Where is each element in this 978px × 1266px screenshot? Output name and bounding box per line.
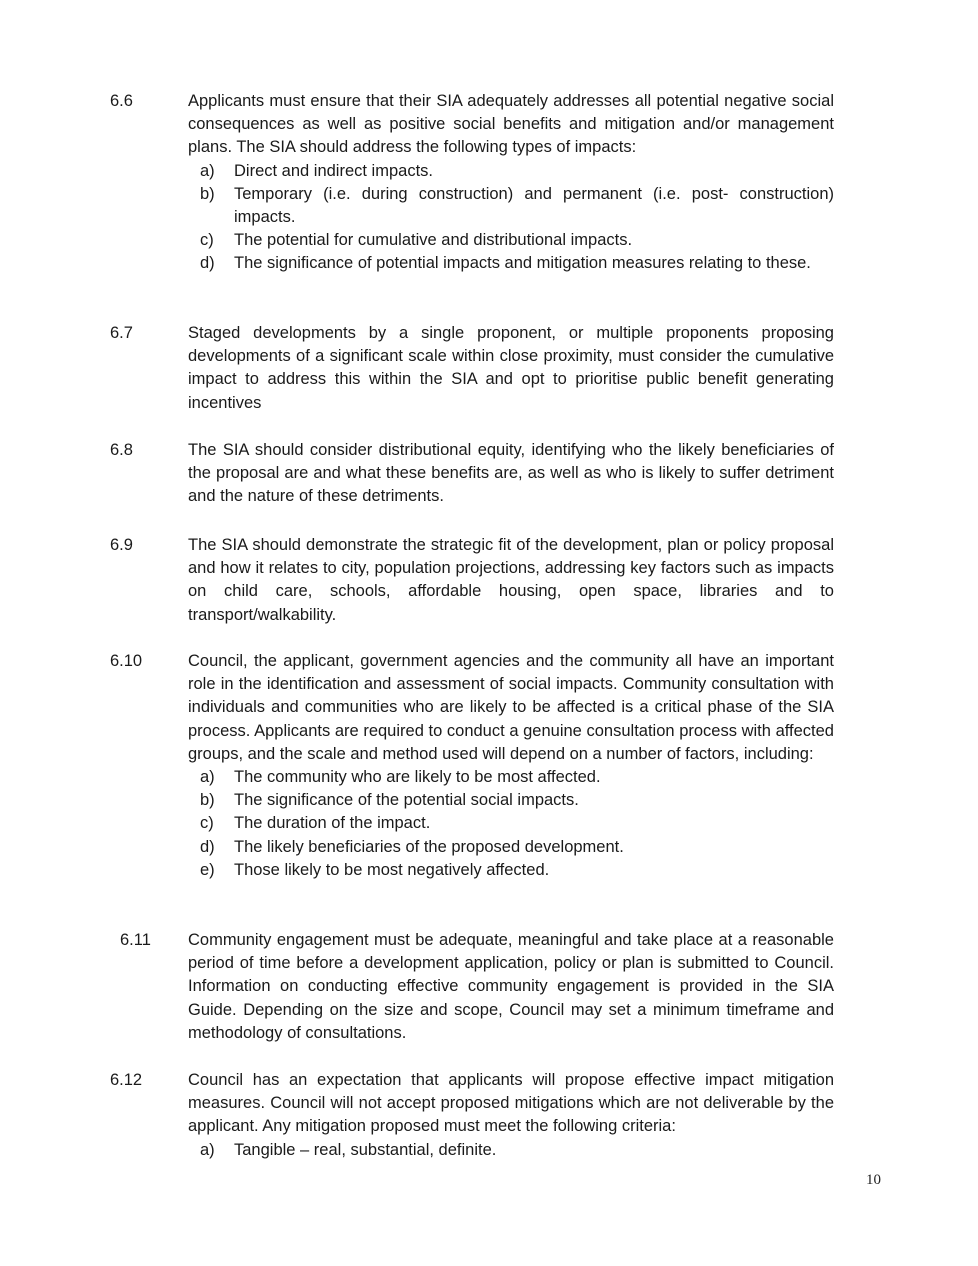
clause-text: Council, the applicant, government agencies and the community all have an important role in the identification and assessment of social impacts. Community consultation with individuals and communities who are likely to be affected is a critical phase of the SIA process. Applicants are required to conduct a genuine consultation process with affected groups, and the scale and method used will depend on a number of factors, including: [188,652,834,763]
list-item-text: Direct and indirect impacts. [234,161,433,180]
list-item-text: Temporary (i.e. during construction) and permanent (i.e. post- construction) impacts. [234,184,834,227]
list-item [188,766,834,789]
clause-body [188,650,834,882]
list-item [188,183,834,229]
list-marker: b) [200,791,215,810]
list-item-text: Tangible – real, substantial, definite. [234,1140,497,1159]
list-marker: a) [200,1140,215,1159]
list-marker: d) [200,837,215,856]
mitigation-criteria-list [188,1139,834,1162]
list-item-text: The community who are likely to be most affected. [234,768,601,787]
clause-text: Council has an expectation that applicants will propose effective impact mitigation measures. Council will not accept proposed mitigations which are not deliverable by the applicant. Any mitigation proposed must meet the following criteria: [188,1071,834,1136]
impact-types-list [188,160,834,276]
list-marker: c) [200,231,214,250]
clause-number: 6.6 [110,92,133,110]
list-item [188,836,834,859]
clause-text: The SIA should consider distributional equity, identifying who the likely beneficiaries of the proposal are and what these benefits are, as well as who is likely to suffer detriment and the nature of these detriments. [188,441,834,506]
page-number: 10 [866,1172,881,1188]
list-marker: a) [200,161,215,180]
list-item [188,229,834,252]
clause-number: 6.10 [110,652,143,670]
list-marker: b) [200,184,215,203]
clause-number: 6.8 [110,441,133,459]
clause-number: 6.7 [110,324,133,342]
clause-text: Staged developments by a single proponent, or multiple proponents proposing developments of a significant scale within close proximity, must consider the cumulative impact to address this within the SIA and opt to prioritise public benefit generating incentives [188,324,834,412]
list-item-text: The likely beneficiaries of the proposed development. [234,837,624,856]
list-marker: a) [200,768,215,787]
clause-text: The SIA should demonstrate the strategic fit of the development, plan or policy proposal and how it relates to city, population projections, addressing key factors such as impacts on child care, schools, affordable housing, open space, libraries and to transport/walkability. [188,536,834,624]
clause-body [188,534,834,627]
list-item-text: The significance of the potential social impacts. [234,791,579,810]
list-marker: e) [200,860,215,879]
list-item [188,1139,834,1162]
clause-number: 6.12 [110,1071,143,1089]
list-item [188,160,834,183]
consultation-factors-list [188,766,834,882]
list-item-text: The significance of potential impacts and mitigation measures relating to these. [234,254,811,273]
list-marker: d) [200,254,215,273]
clause-text: Applicants must ensure that their SIA adequately addresses all potential negative social consequences as well as positive social benefits and mitigation and/or management plans. The SIA should address the following types of impacts: [188,92,834,157]
clause-text: Community engagement must be adequate, meaningful and take place at a reasonable period of time before a development application, policy or plan is submitted to Council. Information on conducting effective community engagement is provided in the SIA Guide. Depending on the size and scope, Council may set a minimum timeframe and methodology of consultations. [188,931,834,1042]
list-item [188,859,834,882]
clause-body [188,322,834,415]
list-marker: c) [200,814,214,833]
clause-body [188,1069,834,1162]
clause-number: 6.11 [120,931,151,949]
list-item-text: Those likely to be most negatively affected. [234,860,550,879]
clause-body [188,90,834,276]
clause-number: 6.9 [110,536,133,554]
list-item [188,252,834,275]
clause-body [188,929,834,1045]
list-item-text: The potential for cumulative and distributional impacts. [234,231,633,250]
list-item [188,812,834,835]
clause-body [188,439,834,509]
list-item-text: The duration of the impact. [234,814,431,833]
list-item [188,789,834,812]
